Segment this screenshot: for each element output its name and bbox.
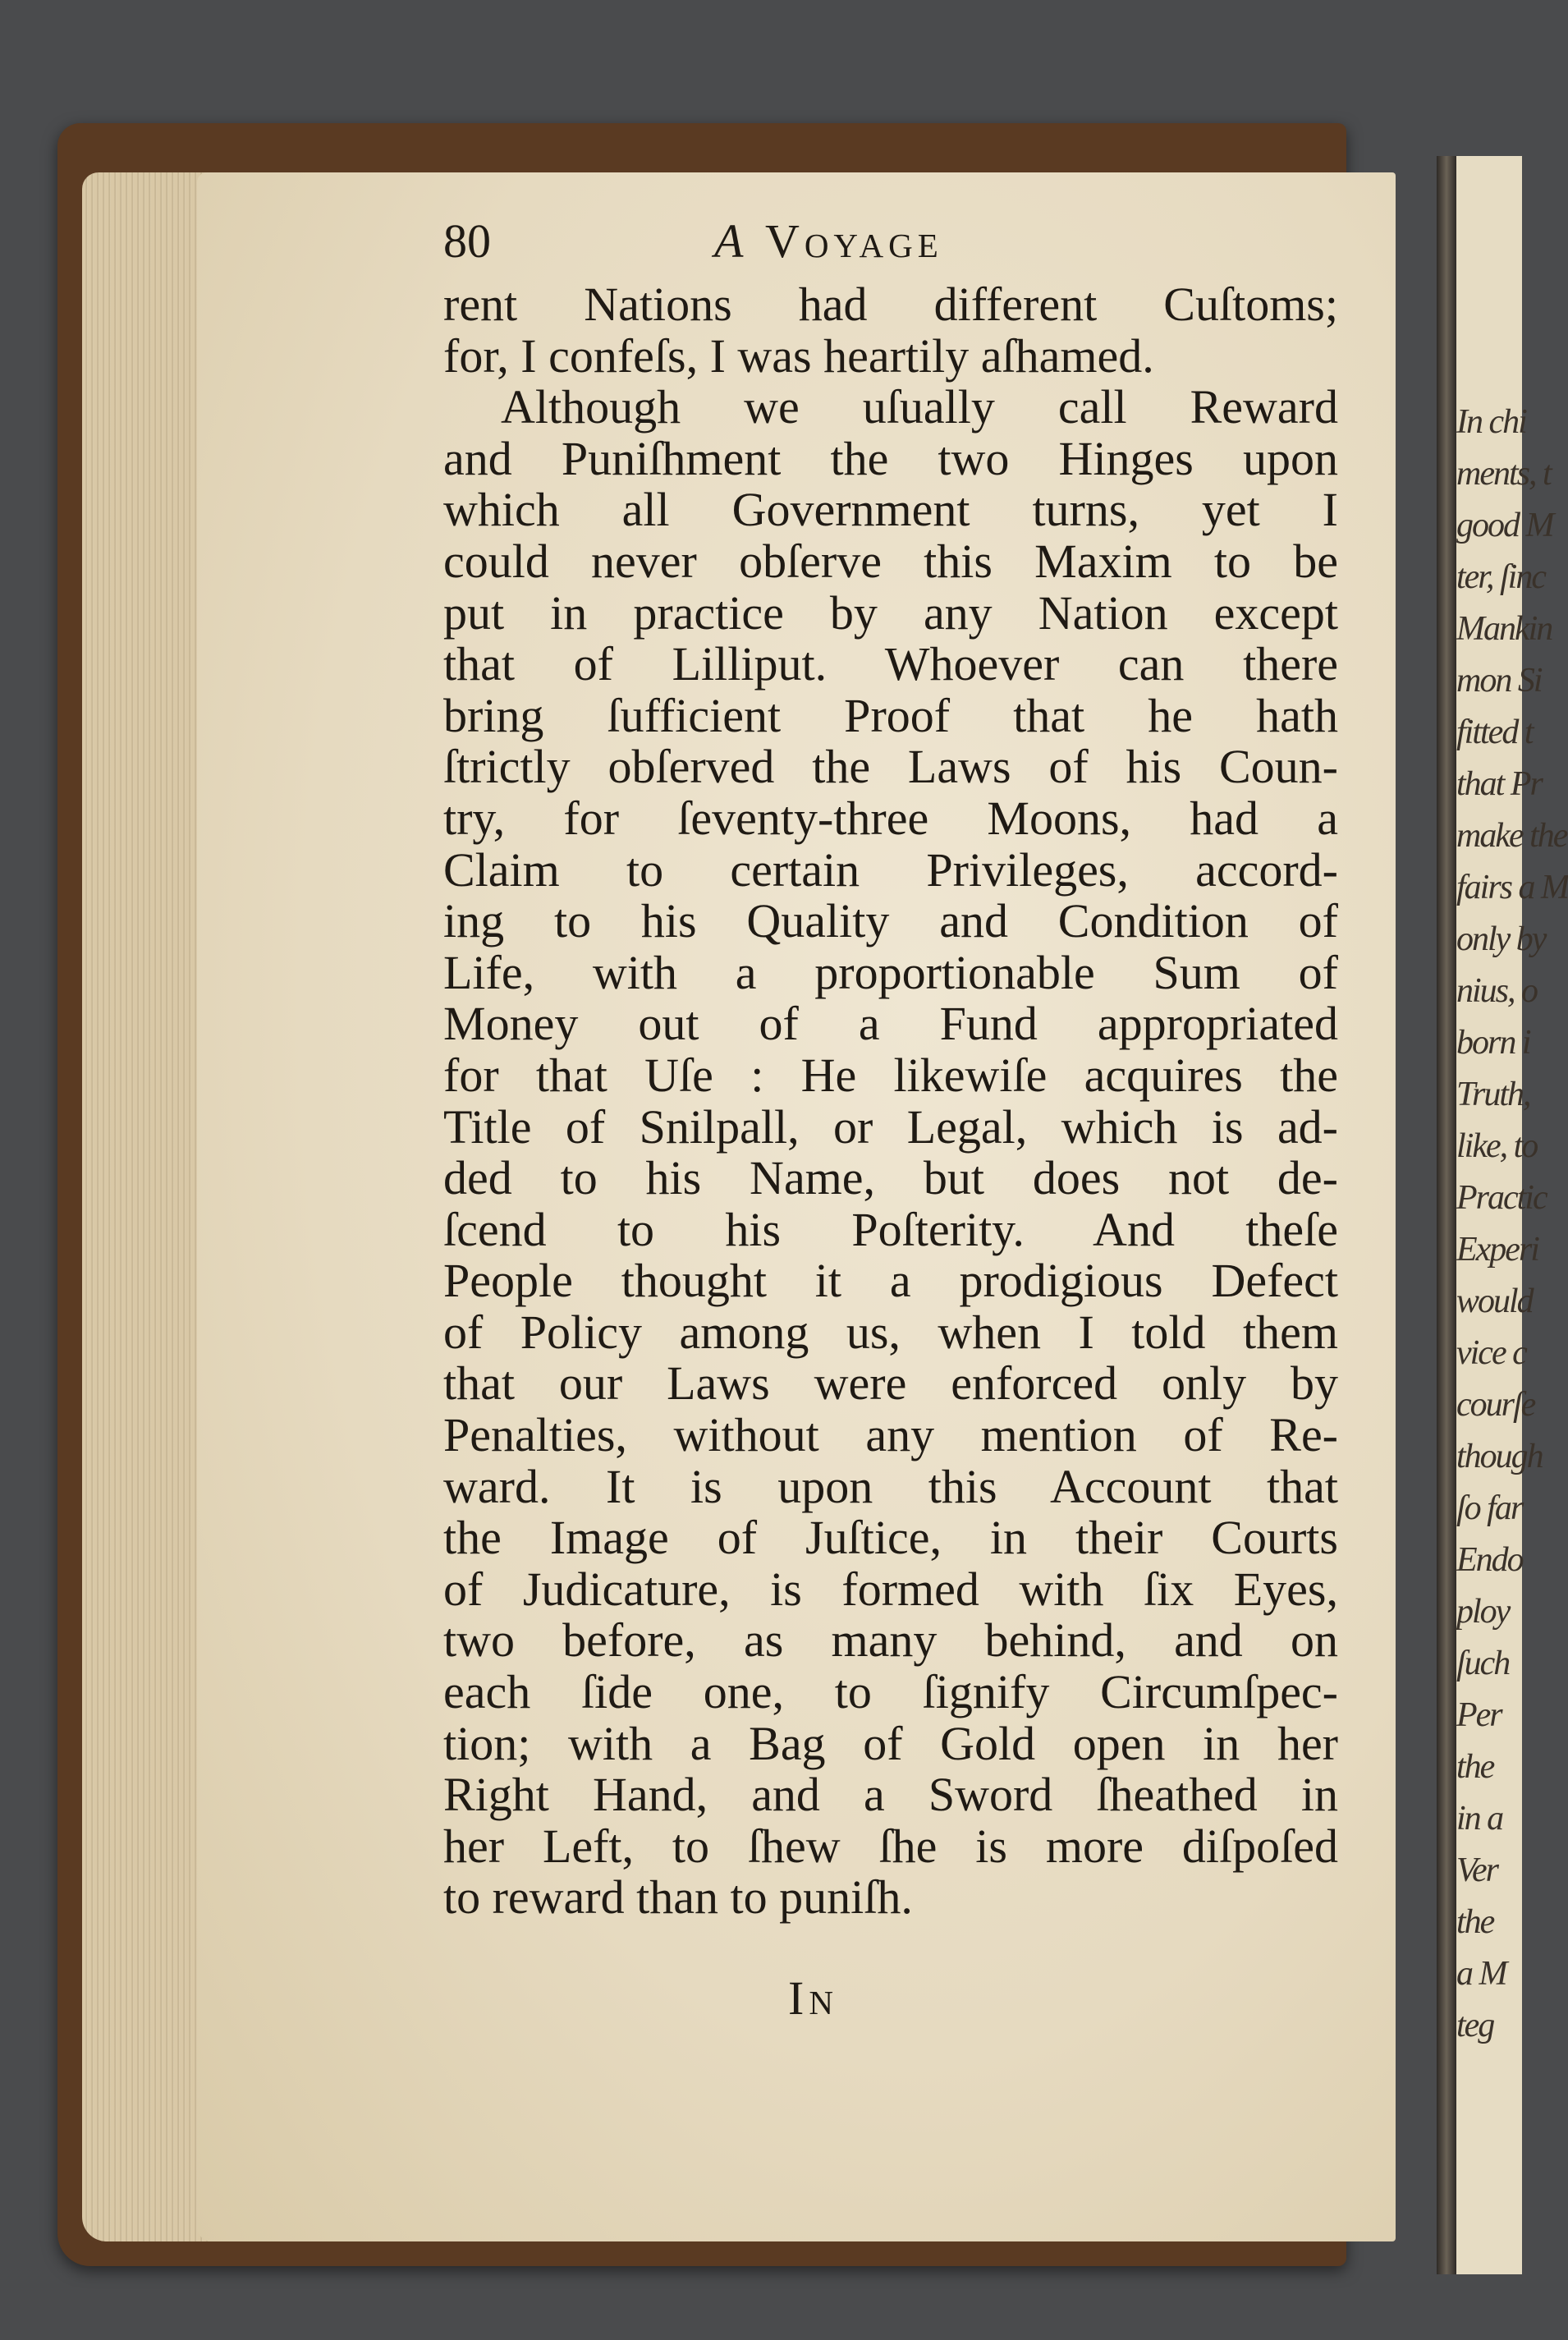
body-text	[443, 279, 1338, 1924]
facing-page-fragment: nius, o	[1456, 972, 1538, 1010]
text-line: two before, as many behind, and on	[443, 1613, 1338, 1668]
facing-page-fragment: fairs a M	[1456, 869, 1568, 906]
facing-page-fragment: would	[1456, 1282, 1533, 1320]
running-head-title: Voyage	[764, 214, 943, 268]
facing-page	[1456, 156, 1568, 2274]
text-line: Life, with a proportionable Sum of	[443, 945, 1338, 999]
text-line: of Policy among us, when I told them	[443, 1305, 1338, 1359]
facing-page-fragment: courſe	[1456, 1386, 1535, 1424]
text-line: of Judicature, is formed with ſix Eyes,	[443, 1562, 1338, 1616]
facing-page-fragment: teg	[1456, 2007, 1494, 2044]
text-line: ſtrictly obſerved the Laws of his Coun-	[443, 740, 1338, 794]
facing-page-fragment: the	[1456, 1748, 1494, 1786]
text-line: tion; with a Bag of Gold open in her	[443, 1716, 1338, 1770]
facing-page-fragment: ploy	[1456, 1593, 1510, 1631]
facing-page-fragment: in a	[1456, 1800, 1503, 1838]
text-line: that of Lilliput. Whoever can there	[443, 637, 1338, 691]
book-gutter	[1437, 156, 1456, 2274]
text-line: rent Nations had different Cuſtoms;	[443, 278, 1338, 331]
text-line: which all Government turns, yet I	[443, 483, 1338, 537]
text-line: Right Hand, and a Sword ſheathed in	[443, 1768, 1338, 1822]
facing-page-fragment: In chi	[1456, 403, 1526, 441]
text-line: bring ſufficient Proof that he hath	[443, 688, 1338, 742]
text-line: could never obſerve this Maxim to be	[443, 534, 1338, 588]
text-line: Title of Snilpall, or Legal, which is ad-	[443, 1099, 1338, 1154]
text-line: ward. It is upon this Account that	[443, 1459, 1338, 1513]
text-line: Although we uſually call Reward	[501, 380, 1338, 434]
facing-page-fragment: born i	[1456, 1024, 1530, 1062]
text-line: People thought it a prodigious Defect	[443, 1254, 1338, 1308]
facing-page-fragment: Per	[1456, 1696, 1502, 1734]
text-line: and Puniſhment the two Hinges upon	[443, 431, 1338, 485]
facing-page-fragment: vice c	[1456, 1334, 1526, 1372]
text-line: for that Uſe : He likewiſe acquires the	[443, 1048, 1338, 1102]
text-line: Money out of a Fund appropriated	[443, 997, 1338, 1051]
text-line: Penalties, without any mention of Re-	[443, 1408, 1338, 1462]
facing-page-fragment: make the	[1456, 817, 1567, 855]
text-line: her Left, to ſhew ſhe is more diſpoſed	[443, 1819, 1338, 1873]
page-text	[443, 213, 1338, 1924]
facing-page-fragment: Ver	[1456, 1851, 1497, 1889]
text-line: ſcend to his Poſterity. And theſe	[443, 1202, 1338, 1256]
facing-page-fragment: ments, t	[1456, 455, 1551, 493]
facing-page-fragment: ſuch	[1456, 1645, 1510, 1682]
facing-page-fragment: that Pr	[1456, 765, 1542, 803]
facing-page-fragment: a M	[1456, 1955, 1506, 1993]
facing-page-fragment: only by	[1456, 920, 1546, 958]
text-line: the Image of Juſtice, in their Courts	[443, 1511, 1338, 1565]
facing-page-fragment: Truth,	[1456, 1076, 1530, 1113]
page-header	[443, 213, 1338, 279]
text-line: for, I confeſs, I was heartily aſhamed.	[443, 328, 1154, 383]
text-line: try, for ſeventy-three Moons, had a	[443, 791, 1338, 845]
text-line: put in practice by any Nation except	[443, 585, 1338, 640]
facing-page-fragment: ſo far	[1456, 1489, 1523, 1527]
page-number: 80	[443, 214, 491, 268]
text-line: to reward than to puniſh.	[443, 1870, 913, 1925]
facing-page-fragment: Mankin	[1456, 610, 1552, 648]
text-line: each ſide one, to ſignify Circumſpec-	[443, 1665, 1338, 1719]
facing-page-fragment: like, to	[1456, 1127, 1538, 1165]
facing-page-fragment: fitted t	[1456, 713, 1533, 751]
text-line: Claim to certain Privileges, accord-	[443, 842, 1338, 897]
running-head	[714, 213, 943, 268]
facing-page-fragment: mon Si	[1456, 662, 1542, 700]
facing-page-fragment: Experi	[1456, 1231, 1538, 1269]
facing-page-fragment: ter, ſinc	[1456, 558, 1545, 596]
text-line: ded to his Name, but does not de-	[443, 1151, 1338, 1205]
text-line: ing to his Quality and Condition of	[443, 894, 1338, 948]
text-line: that our Laws were enforced only by	[443, 1356, 1338, 1411]
running-head-article: A	[714, 214, 749, 268]
facing-page-fragment: Practic	[1456, 1179, 1547, 1217]
facing-page-fragment: the	[1456, 1903, 1494, 1941]
catchword: In	[788, 1971, 838, 2025]
facing-page-fragment: Endo	[1456, 1541, 1523, 1579]
facing-page-fragment: good M	[1456, 507, 1553, 544]
facing-page-fragment: though	[1456, 1438, 1543, 1475]
